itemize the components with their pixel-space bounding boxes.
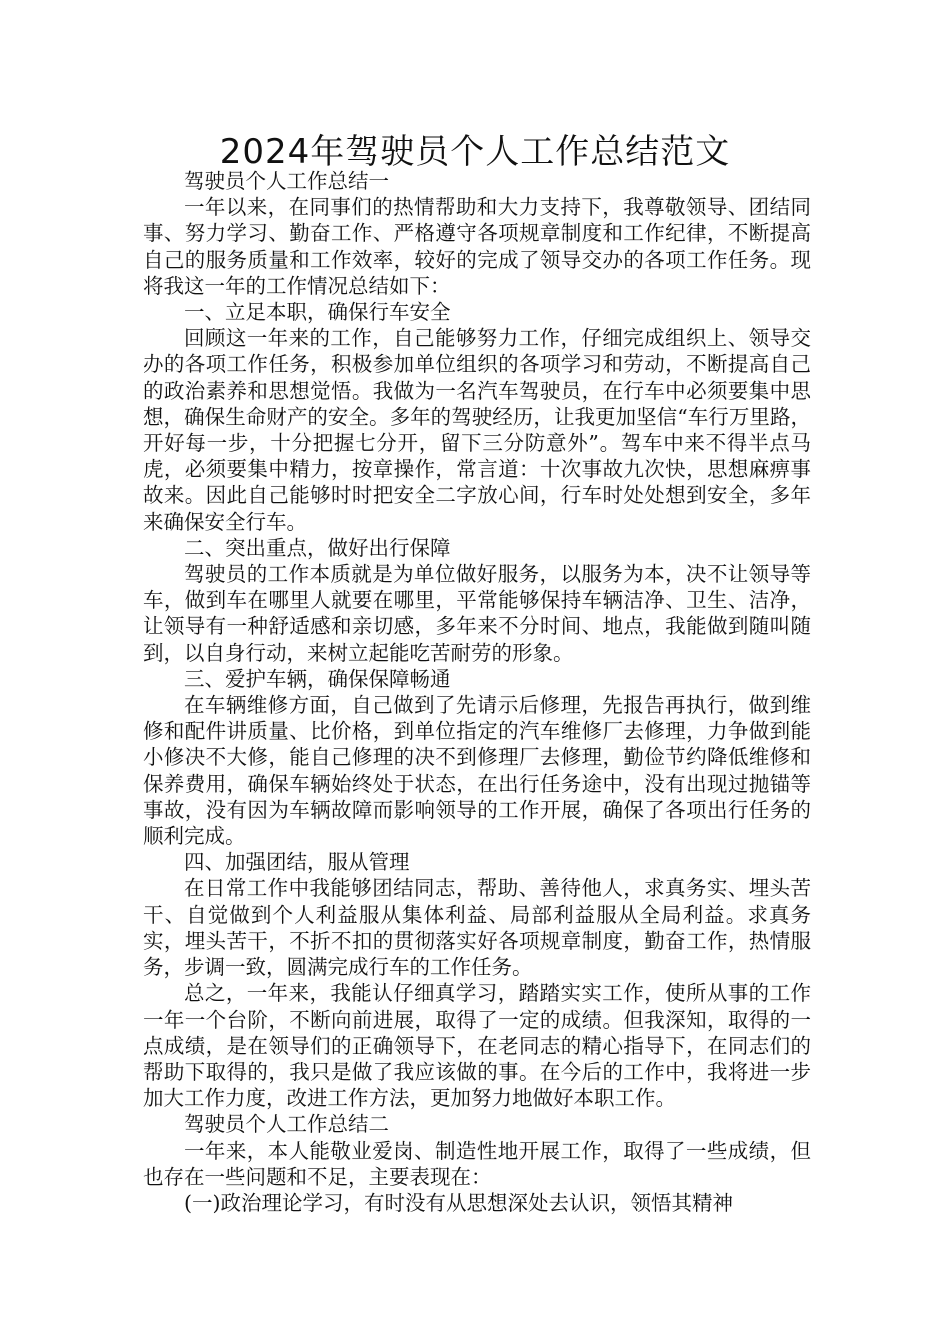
paragraph-safety: 回顾这一年来的工作，自己能够努力工作，仔细完成组织上、领导交办的各项工作任务，积极参加单位组织的各项学习和劳动，不断提高自己的政治素养和思想觉悟。我做为一名汽车驾驶员，在行车中必须要集中思想，确保生命财产的安全。多年的驾驶经历，让我更加坚信“车行万里路，开好每一步，十分把握七分开，留下三分防意外”。驾车中来不得半点马虎，必须要集中精力，按章操作，常言道：十次事故九次快，思想麻痹事故来。因此自己能够时时把安全二字放心间，行车时处处想到安全，多年来确保安全行车。 bbox=[143, 326, 811, 534]
paragraph-political-study: (一)政治理论学习，有时没有从思想深处去认识，领悟其精神 bbox=[184, 1190, 733, 1215]
section-heading-safety: 一、立足本职，确保行车安全 bbox=[184, 300, 451, 325]
paragraph-conclusion: 总之，一年来，我能认仔细真学习，踏踏实实工作，使所从事的工作一年一个台阶，不断向前进展，取得了一定的成绩。但我深知，取得的一点成绩，是在领导们的正确领导下，在老同志的精心指导下，在同志们的帮助下取得的，我只是做了我应该做的事。在今后的工作中，我将进一步加大工作力度，改进工作方法，更加努力地做好本职工作。 bbox=[143, 981, 811, 1111]
paragraph-summary-two-intro: 一年来，本人能敬业爱岗、制造性地开展工作，取得了一些成绩，但也存在一些问题和不足，主要表现在： bbox=[143, 1138, 811, 1189]
document-title: 2024年驾驶员个人工作总结范文 bbox=[219, 132, 731, 172]
section-heading-service: 二、突出重点，做好出行保障 bbox=[184, 535, 451, 560]
paragraph-intro: 一年以来，在同事们的热情帮助和大力支持下，我尊敬领导、团结同事、努力学习、勤奋工作、严格遵守各项规章制度和工作纪律，不断提高自己的服务质量和工作效率，较好的完成了领导交办的各项工作任务。现将我这一年的工作情况总结如下： bbox=[143, 195, 811, 298]
section-heading-summary-two: 驾驶员个人工作总结二 bbox=[184, 1112, 389, 1137]
paragraph-teamwork: 在日常工作中我能够团结同志，帮助、善待他人，求真务实、埋头苦干、自觉做到个人利益服从集体利益、局部利益服从全局利益。求真务实，埋头苦干，不折不扣的贯彻落实好各项规章制度，勤奋工作，热情服务，步调一致，圆满完成行车的工作任务。 bbox=[143, 876, 811, 980]
section-heading-summary-one: 驾驶员个人工作总结一 bbox=[184, 169, 389, 193]
document-body bbox=[143, 168, 811, 1216]
paragraph-vehicle-care: 在车辆维修方面，自己做到了先请示后修理，先报告再执行，做到维修和配件讲质量、比价格，到单位指定的汽车维修厂去修理，力争做到能小修决不大修，能自己修理的决不到修理厂去修理，勤俭节约降低维修和保养费用，确保车辆始终处于状态，在出行任务途中，没有出现过抛锚等事故，没有因为车辆故障而影响领导的工作开展，确保了各项出行任务的顺利完成。 bbox=[143, 693, 811, 849]
paragraph-service: 驾驶员的工作本质就是为单位做好服务，以服务为本，决不让领导等车，做到车在哪里人就要在哪里，平常能够保持车辆洁净、卫生、洁净，让领导有一种舒适感和亲切感，多年来不分时间、地点，我能做到随叫随到，以自身行动，来树立起能吃苦耐劳的形象。 bbox=[143, 562, 811, 665]
section-heading-teamwork: 四、加强团结，服从管理 bbox=[184, 850, 410, 875]
section-heading-vehicle-care: 三、爱护车辆，确保保障畅通 bbox=[184, 666, 451, 691]
